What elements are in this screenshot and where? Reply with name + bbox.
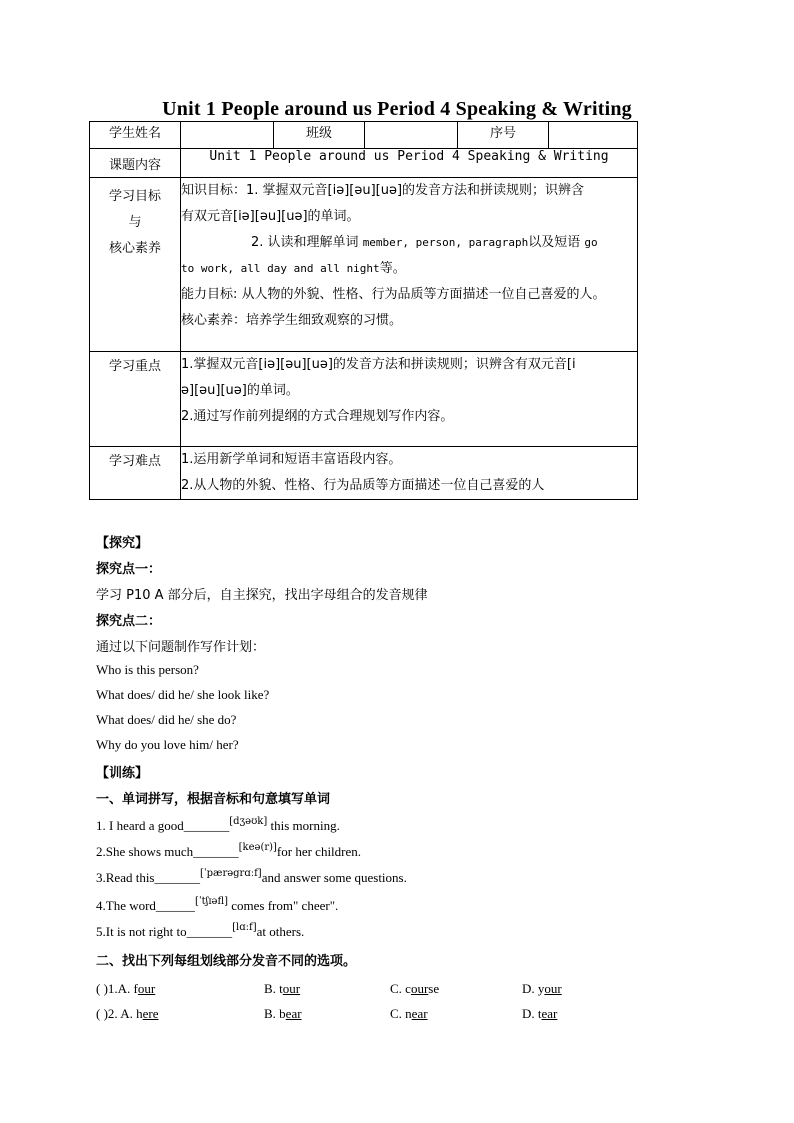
explore-point-2: 探究点二： xyxy=(96,614,162,629)
choice-question-1-option-d xyxy=(522,981,562,997)
spelling-item-3 xyxy=(96,870,407,886)
question-1: Who is this person? xyxy=(96,662,199,677)
focus-content xyxy=(181,352,638,447)
option-text: D. y xyxy=(522,981,545,996)
class-label: 班级 xyxy=(274,122,365,149)
goals-text: 以及短语 xyxy=(528,235,581,250)
spelling-text: and answer some questions. xyxy=(261,870,407,885)
goals-line: 知识目标：1. 掌握双元音[iə][əu][uə]的发音方法和拼读规则；识辨含 xyxy=(181,183,585,198)
difficulty-line: 1.运用新学单词和短语丰富语段内容。 xyxy=(181,452,402,467)
option-text: D. t xyxy=(522,1006,542,1021)
topic-label: 课题内容 xyxy=(90,149,181,178)
option-text: C. c xyxy=(390,981,411,996)
goals-label-line: 与 xyxy=(128,215,142,230)
student-name-value[interactable] xyxy=(181,122,274,149)
choice-question-2-option-d xyxy=(522,1006,557,1022)
page-title: Unit 1 People around us Period 4 Speaking & Writing xyxy=(162,98,632,120)
option-underlined: ere xyxy=(142,1006,159,1021)
question-4: Why do you love him/ her? xyxy=(96,737,239,752)
option-underlined: our xyxy=(410,981,429,996)
spelling-item-1 xyxy=(96,818,340,834)
spelling-item-2 xyxy=(96,844,361,860)
focus-label: 学习重点 xyxy=(90,352,181,447)
goals-content xyxy=(181,178,638,352)
number-label: 序号 xyxy=(458,122,549,149)
explore-heading: 【探究】 xyxy=(96,536,149,551)
goals-label xyxy=(90,178,181,352)
focus-line: 1.掌握双元音[iə][əu][uə]的发音方法和拼读规则；识辨含有双元音[i xyxy=(181,357,576,372)
lesson-info-table xyxy=(89,121,638,500)
goals-line: 能力目标: 从人物的外貌、性格、行为品质等方面描述一位自己喜爱的人。 xyxy=(181,287,606,302)
focus-line: ə][əu][uə]的单词。 xyxy=(181,383,299,398)
goals-text: 2. 认读和理解单词 xyxy=(251,235,359,250)
choice-question-2-option-b xyxy=(264,1006,302,1022)
goals-label-line: 学习目标 xyxy=(108,189,161,204)
explore-point-1: 探究点一： xyxy=(96,562,162,577)
spelling-text: 4.The word______ xyxy=(96,898,195,913)
goals-words: go xyxy=(584,236,598,249)
goals-words: member, person, paragraph xyxy=(362,236,529,249)
choice-question-1-option-a xyxy=(96,981,155,997)
question-2: What does/ did he/ she look like? xyxy=(96,687,270,702)
difficulty-label: 学习难点 xyxy=(90,447,181,500)
choice-question-1-option-b xyxy=(264,981,300,997)
question-3: What does/ did he/ she do? xyxy=(96,712,237,727)
spelling-text: at others. xyxy=(256,924,305,939)
student-name-label: 学生姓名 xyxy=(90,122,181,149)
choice-question-2-option-c xyxy=(390,1006,428,1022)
explore-point-1-text: 学习 P10 A 部分后，自主探究，找出字母组合的发音规律 xyxy=(96,588,428,603)
phonetic: [dʒəʊk] xyxy=(229,816,268,827)
phonetic: [lɑːf] xyxy=(232,922,257,933)
goals-line: 有双元音[iə][əu][uə]的单词。 xyxy=(181,209,360,224)
phonetic: [ˈpærəgrɑːf] xyxy=(200,868,262,879)
option-underlined: ear xyxy=(285,1006,302,1021)
practice-part-2: 二、找出下列每组划线部分发音不同的选项。 xyxy=(96,954,357,969)
goals-line: 核心素养：培养学生细致观察的习惯。 xyxy=(181,313,403,328)
difficulty-content xyxy=(181,447,638,500)
topic-value: Unit 1 People around us Period 4 Speaking & Writing xyxy=(181,149,638,178)
focus-line: 2.通过写作前列提纲的方式合理规划写作内容。 xyxy=(181,409,454,424)
spelling-text: comes from" cheer". xyxy=(228,898,339,913)
goals-line xyxy=(181,256,637,282)
difficulty-line: 2.从人物的外貌、性格、行为品质等方面描述一位自己喜爱的人 xyxy=(181,478,545,493)
practice-heading: 【训练】 xyxy=(96,766,149,781)
spelling-text: 1. I heard a good_______ xyxy=(96,818,230,833)
class-value[interactable] xyxy=(365,122,458,149)
option-text: ( )2. A. h xyxy=(96,1006,143,1021)
option-text: B. b xyxy=(264,1006,286,1021)
spelling-text: this morning. xyxy=(267,818,340,833)
goals-text: 等。 xyxy=(379,261,406,276)
option-underlined: our xyxy=(544,981,562,996)
choice-question-1-option-c xyxy=(390,981,439,997)
option-underlined: our xyxy=(137,981,156,996)
phonetic: [ˈtʃɪəfl] xyxy=(194,896,229,907)
option-text: B. t xyxy=(264,981,283,996)
spelling-text: 5.It is not right to_______ xyxy=(96,924,233,939)
phonetic: [keə(r)] xyxy=(238,842,277,853)
option-underlined: ear xyxy=(541,1006,558,1021)
goals-label-line: 核心素养 xyxy=(108,241,161,256)
spelling-item-5 xyxy=(96,924,304,940)
goals-line xyxy=(181,230,637,256)
explore-point-2-text: 通过以下问题制作写作计划： xyxy=(96,640,266,655)
option-underlined: our xyxy=(282,981,301,996)
spelling-text: for her children. xyxy=(276,844,362,859)
goals-words: to work, all day and all night xyxy=(181,262,380,275)
option-text: ( )1.A. f xyxy=(96,981,138,996)
option-text: se xyxy=(428,981,440,996)
choice-question-2-option-a xyxy=(96,1006,158,1022)
practice-part-1: 一、单词拼写，根据音标和句意填写单词 xyxy=(96,792,331,807)
option-text: C. n xyxy=(390,1006,412,1021)
spelling-text: 2.She shows much_______ xyxy=(96,844,239,859)
spelling-text: 3.Read this_______ xyxy=(96,870,200,885)
option-underlined: ear xyxy=(411,1006,428,1021)
number-value[interactable] xyxy=(549,122,638,149)
spelling-item-4 xyxy=(96,898,338,914)
